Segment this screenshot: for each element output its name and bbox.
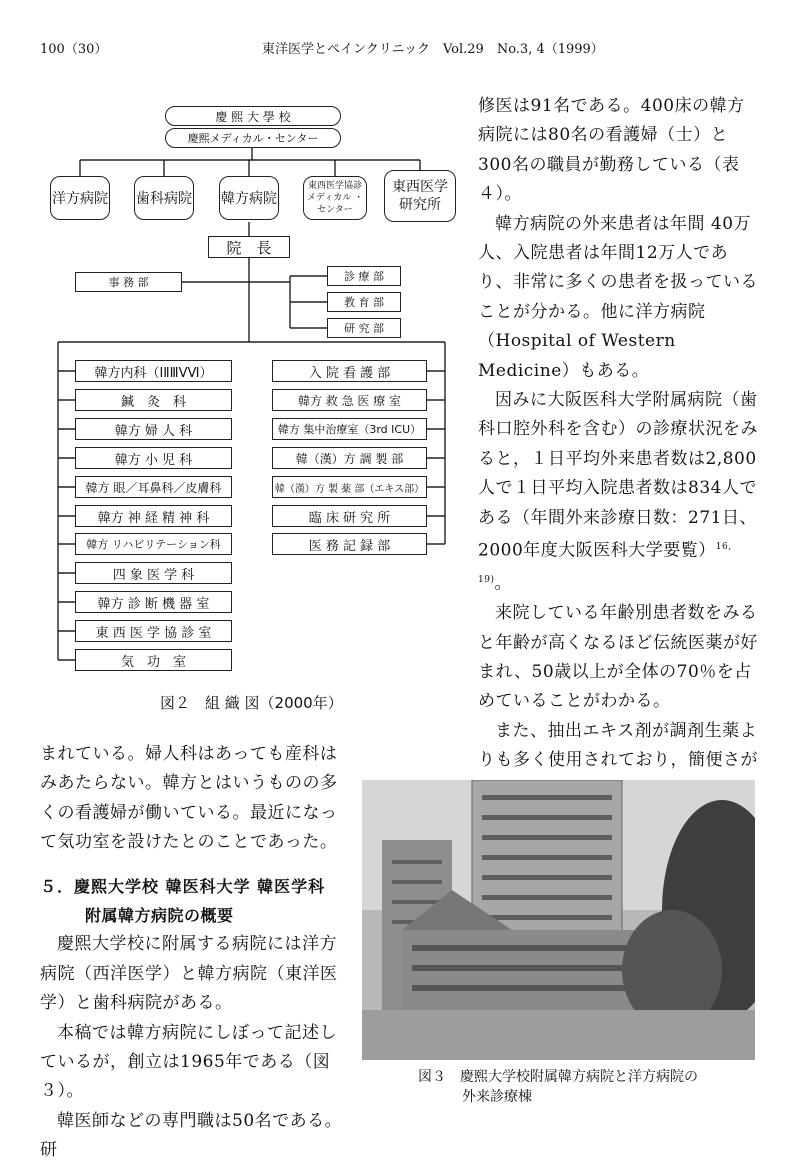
dept-box: 四 象 医 学 科: [75, 562, 232, 584]
paragraph: まれている。婦人科はあっても産科はみあたらない。韓方とはいうものの多くの看護婦が働いている。最近になって気功室を設けたとのことであった。: [40, 744, 338, 853]
research-institute-box: 東西医学 研究所: [384, 170, 456, 222]
dept-box: 韓方 救 急 医 療 室: [272, 389, 427, 411]
paragraph: 修医は91名である。400床の韓方病院には80名の看護婦（士）と300名の職員が勤務している（表４）。: [478, 96, 745, 205]
dept-box: 鍼 灸 科: [75, 389, 232, 411]
journal-header: 東洋医学とペインクリニック Vol.29 No.3, 4（1999）: [262, 42, 604, 57]
figure3-caption-line1: 図３ 慶熙大学校附属韓方病院と洋方病院の: [418, 1069, 698, 1085]
dept-box: 韓方 集中治療室（3rd ICU）: [272, 418, 427, 440]
section-heading: ５．慶熙大学校 韓医科大学 韓医学科: [40, 876, 326, 896]
paragraph: 韓医師などの専門職は50名である。研: [40, 1110, 343, 1161]
org-chart: [0, 0, 460, 720]
right-column: [478, 92, 760, 897]
dept-box: 医 務 記 録 部: [272, 533, 427, 555]
paragraph: [478, 386, 760, 599]
dept-box: 韓方内科（ⅠⅡⅢⅤⅥ）: [75, 360, 232, 382]
paragraph-text: また、抽出エキス剤が調剤生薬よりも多く使用されており，簡便さが: [478, 720, 758, 771]
research-dept-box: 研 究 部: [327, 318, 401, 338]
east-west-center-box: 東西医学協診 メディカル ・センター: [303, 176, 367, 220]
western-hospital-box: 洋方病院: [50, 176, 110, 220]
paragraph: 韓方病院の外来患者は年間 40万人、入院患者は年間12万人であり、非常に多くの患者を扱っていることが分かる。他に洋方病院（Hospital of Western Medicine）もある。: [478, 213, 758, 381]
office-dept-box: 事 務 部: [75, 272, 182, 292]
hospital-building-image: [362, 780, 755, 1060]
dept-box: 韓方 診 断 機 器 室: [75, 591, 232, 613]
university-box: 慶 熙 大 學 校: [165, 106, 341, 126]
dept-box: 韓方 婦 人 科: [75, 418, 232, 440]
medical-center-box: 慶熙メディカル・センター: [165, 128, 341, 148]
paragraph: 本稿では韓方病院にしぼって記述しているが，創立は1965年である（図３）。: [40, 1022, 337, 1102]
dental-hospital-box: 歯科病院: [134, 176, 194, 220]
section-heading-cont: 附属韓方病院の概要: [85, 906, 234, 926]
paragraph: 来院している年齢別患者数をみると年齢が高くなるほど伝統医薬が好まれ、50歳以上が全体の70％を占めていることがわかる。: [478, 603, 758, 712]
dept-box: 韓（漢）方 調 製 部: [272, 447, 427, 469]
oriental-hospital-box: 韓方病院: [219, 176, 279, 220]
dept-box: 入 院 看 護 部: [272, 360, 427, 382]
figure3-caption: [418, 1067, 698, 1107]
dept-box: 東 西 医 学 協 診 室: [75, 620, 232, 642]
figure3-caption-line2: 外来診療棟: [462, 1089, 532, 1105]
dept-box: 韓方 眼／耳鼻科／皮膚科: [75, 476, 232, 498]
paragraph-text: 因みに大阪医科大学附属病院（歯科口腔外科を含む）の診療状況をみると，１日平均外来患者数は2,800人で１日平均入院患者数は834人である（年間外来診療日数：271日、2000年度大阪医科大学要覧）: [478, 390, 758, 561]
dept-box: 韓方 リハビリテーション科: [75, 533, 232, 555]
dept-box: 気 功 室: [75, 649, 232, 671]
paragraph-end: 。: [494, 573, 512, 594]
education-dept-box: 教 育 部: [327, 292, 401, 312]
dept-box: 韓方 小 児 科: [75, 447, 232, 469]
left-column: [40, 740, 350, 1166]
medical-dept-box: 診 療 部: [327, 266, 401, 286]
figure2-caption: 図２ 組 織 図（2000年）: [160, 694, 343, 712]
dept-box: 臨 床 研 究 所: [272, 505, 427, 527]
citation: 16, 19): [478, 542, 732, 586]
director-box: 院 長: [208, 236, 290, 258]
dept-box: 韓（漢）方 製 薬 部（エキス部）: [272, 476, 427, 498]
dept-box: 韓方 神 経 精 神 科: [75, 505, 232, 527]
paragraph: 慶熙大学校に附属する病院には洋方病院（西洋医学）と韓方病院（東洋医学）と歯科病院がある。: [40, 934, 338, 1014]
page-number: 100（30）: [40, 42, 108, 57]
hospital-photo: [362, 780, 755, 1060]
